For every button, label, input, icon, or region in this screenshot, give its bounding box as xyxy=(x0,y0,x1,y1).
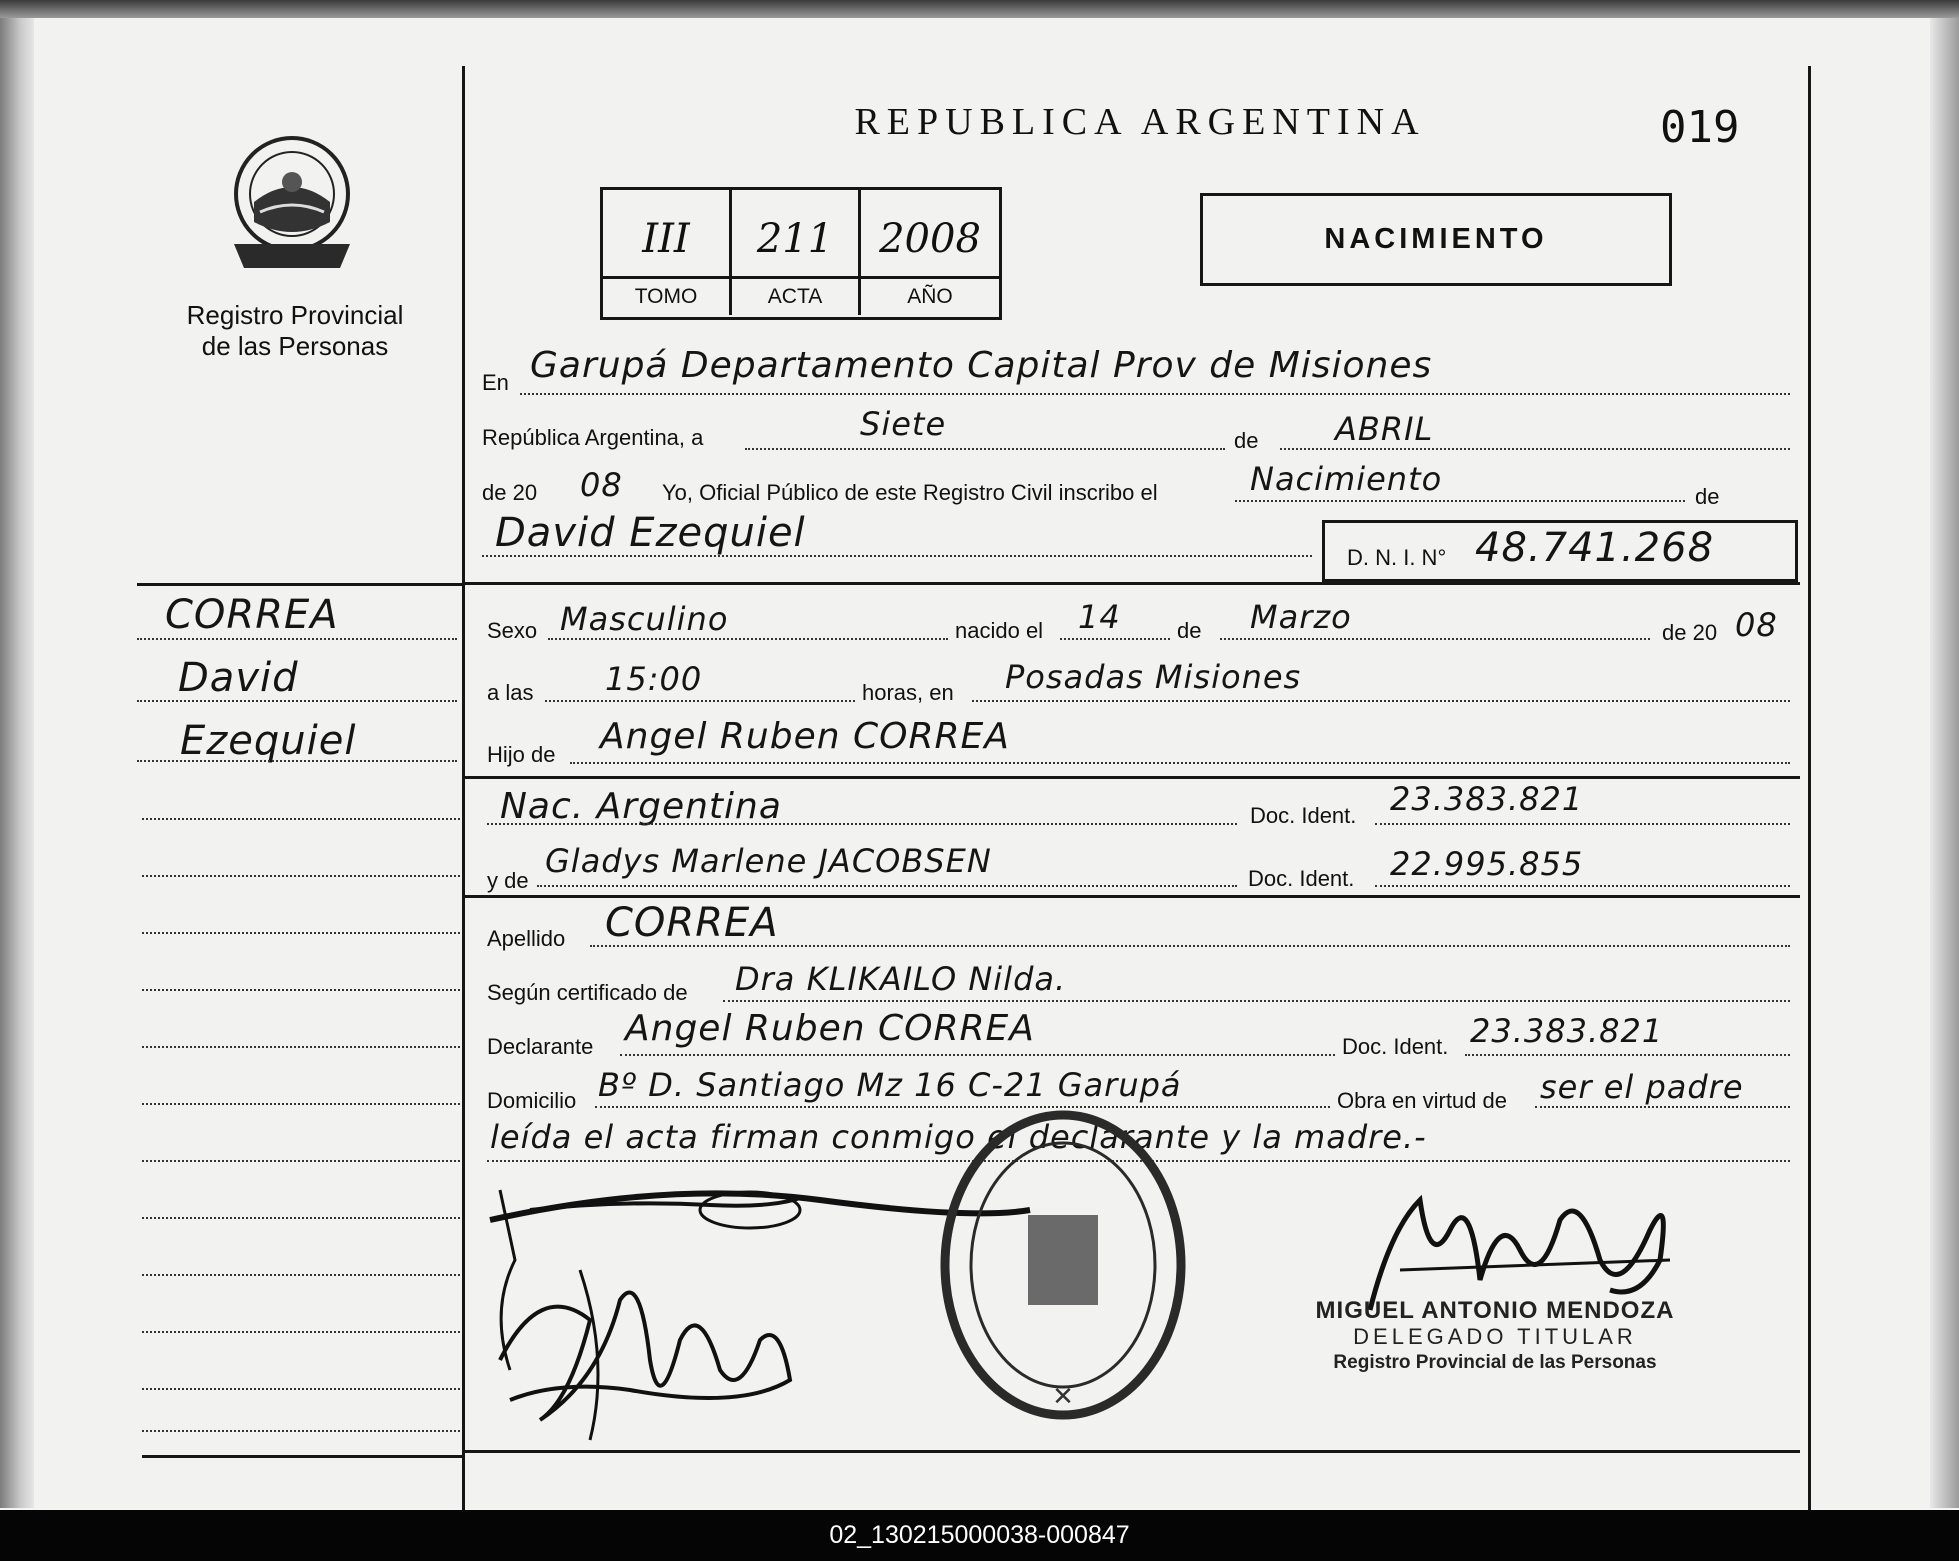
declarante-doc-value: 23.383.821 xyxy=(1470,1012,1664,1050)
margin-dotline xyxy=(142,932,460,934)
acta-value: 211 xyxy=(756,216,834,262)
officer-name: MIGUEL ANTONIO MENDOZA xyxy=(1315,1297,1675,1324)
padre-dotline xyxy=(570,762,1790,764)
hora-value: 15:00 xyxy=(605,660,703,698)
en-label: En xyxy=(482,370,509,395)
margin-dotline xyxy=(142,1160,460,1162)
obra-label: Obra en virtud de xyxy=(1337,1088,1507,1113)
nac-dotline xyxy=(487,823,1237,825)
margin-divider xyxy=(462,66,465,1510)
left-column-rule-top xyxy=(137,583,462,586)
scan-top-edge xyxy=(0,0,1959,18)
padre-value: Angel Ruben CORREA xyxy=(600,716,1010,757)
margin-dotline xyxy=(137,638,457,640)
month-dotline xyxy=(1280,448,1790,450)
name-dotline xyxy=(482,555,1312,557)
margin-dotline xyxy=(142,1331,460,1333)
padre-doc-dotline xyxy=(1375,823,1790,825)
de2-label: de xyxy=(1695,484,1720,509)
nacido-month-dotline xyxy=(1220,638,1650,640)
tomo-value: III xyxy=(642,216,690,262)
certificado-dotline xyxy=(723,1000,1790,1002)
madre-value: Gladys Marlene JACOBSEN xyxy=(545,842,992,880)
alas-label: a las xyxy=(487,680,534,705)
sexo-label: Sexo xyxy=(487,618,538,643)
lugar-dotline xyxy=(972,700,1790,702)
right-border xyxy=(1808,66,1811,1510)
year-value: 08 xyxy=(580,466,623,504)
yde-label: y de xyxy=(487,868,529,893)
domicilio-value: Bº D. Santiago Mz 16 C-21 Garupá xyxy=(598,1066,1182,1104)
document-type-box: NACIMIENTO xyxy=(1200,193,1672,286)
margin-dotline xyxy=(142,1274,460,1276)
officer-block xyxy=(1305,1298,1685,1376)
dni-label: D. N. I. N° xyxy=(1347,545,1447,570)
page-number: 019 xyxy=(1660,102,1740,153)
dni-box xyxy=(1322,520,1798,582)
organization-name xyxy=(140,300,450,362)
hora-dotline xyxy=(545,700,855,702)
lugar-value: Posadas Misiones xyxy=(1005,658,1302,696)
mother-signature xyxy=(480,1240,820,1460)
margin-dotline xyxy=(142,1046,460,1048)
madre-doc-label: Doc. Ident. xyxy=(1248,866,1355,891)
apellido-value: CORREA xyxy=(605,900,779,946)
declarante-doc-dotline xyxy=(1465,1054,1790,1056)
form-rule-1 xyxy=(462,582,1800,585)
oficial-label: Yo, Oficial Público de este Registro Civil inscribo el xyxy=(662,480,1158,505)
madre-dotline xyxy=(537,885,1237,887)
anio-value: 2008 xyxy=(879,216,981,262)
nacido-day-value: 14 xyxy=(1078,598,1121,636)
de-label: de xyxy=(1234,428,1259,453)
nacido-month-value: Marzo xyxy=(1250,598,1352,636)
officer-role: DELEGADO TITULAR xyxy=(1353,1324,1637,1349)
day-value: Siete xyxy=(860,405,947,443)
margin-dotline xyxy=(142,818,460,820)
declarante-dotline xyxy=(620,1054,1335,1056)
padre-doc-label: Doc. Ident. xyxy=(1250,803,1357,828)
obra-dotline xyxy=(1535,1106,1790,1108)
inscribo-dotline xyxy=(1235,500,1685,502)
month-value: ABRIL xyxy=(1335,410,1434,448)
de3-label: de xyxy=(1177,618,1202,643)
declarante-value: Angel Ruben CORREA xyxy=(625,1008,1035,1049)
nacionalidad-value: Nac. Argentina xyxy=(500,786,782,827)
province-seal-icon xyxy=(222,132,362,272)
svg-text:✕: ✕ xyxy=(1052,1381,1074,1411)
apellido-label: Apellido xyxy=(487,926,566,951)
form-rule-2 xyxy=(462,776,1800,779)
inscribo-value: Nacimiento xyxy=(1250,460,1443,498)
margin-first-name: David xyxy=(178,655,299,701)
place-value: Garupá Departamento Capital Prov de Misiones xyxy=(530,345,1433,386)
organization-line-1: Registro Provincial xyxy=(186,300,404,330)
hijo-label: Hijo de xyxy=(487,742,556,767)
registry-box xyxy=(600,187,1002,320)
organization-line-2: de las Personas xyxy=(201,331,389,361)
acta-cell xyxy=(732,190,861,315)
domicilio-label: Domicilio xyxy=(487,1088,577,1113)
margin-dotline xyxy=(137,700,457,702)
officer-registry: Registro Provincial de las Personas xyxy=(1333,1352,1657,1373)
margin-dotline xyxy=(142,1388,460,1390)
certificado-label: Según certificado de xyxy=(487,980,688,1005)
margin-surname: CORREA xyxy=(165,592,339,638)
declarante-label: Declarante xyxy=(487,1034,594,1059)
dni-value: 48.741.268 xyxy=(1475,525,1715,571)
margin-second-name: Ezequiel xyxy=(180,718,357,764)
obra-value: ser el padre xyxy=(1540,1068,1744,1106)
child-name-value: David Ezequiel xyxy=(495,510,806,556)
anio-cell xyxy=(861,190,999,315)
tomo-label: TOMO xyxy=(634,285,698,308)
margin-dotline xyxy=(137,760,457,762)
de20-label: de 20 xyxy=(1662,620,1718,645)
madre-doc-value: 22.995.855 xyxy=(1390,845,1584,883)
form-rule-3 xyxy=(462,895,1800,898)
official-stamp xyxy=(938,1105,1188,1435)
padre-doc-value: 23.383.821 xyxy=(1390,780,1584,818)
horas-label: horas, en xyxy=(862,680,954,705)
tomo-cell xyxy=(603,190,732,315)
scan-id-footer: 02_130215000038-000847 xyxy=(0,1510,1959,1561)
nacido-day-dotline xyxy=(1060,638,1170,640)
page-title: REPUBLICA ARGENTINA xyxy=(854,101,1426,143)
madre-doc-dotline xyxy=(1375,885,1790,887)
republica-label: República Argentina, a xyxy=(482,425,704,450)
sexo-dotline xyxy=(548,638,948,640)
acta-label: ACTA xyxy=(767,285,823,308)
declarante-doc-label: Doc. Ident. xyxy=(1342,1034,1449,1059)
certificado-value: Dra KLIKAILO Nilda. xyxy=(735,960,1067,998)
year-prefix-label: de 20 xyxy=(482,480,538,505)
book-edge-right xyxy=(1930,18,1959,1508)
margin-dotline xyxy=(142,1103,460,1105)
day-dotline xyxy=(745,448,1225,450)
book-binding-left xyxy=(0,18,34,1508)
en-dotline xyxy=(520,393,1790,395)
margin-dotline xyxy=(142,875,460,877)
margin-dotline xyxy=(142,989,460,991)
left-column-rule-bottom xyxy=(142,1455,462,1458)
anio-label: AÑO xyxy=(907,285,953,308)
margin-dotline xyxy=(142,1430,460,1432)
sexo-value: Masculino xyxy=(560,600,729,638)
closing-text: leída el acta firman conmigo el declarante y la madre.- xyxy=(490,1118,1427,1156)
nacido-year-value: 08 xyxy=(1735,606,1778,644)
margin-dotline xyxy=(142,1217,460,1219)
nacido-label: nacido el xyxy=(955,618,1044,643)
